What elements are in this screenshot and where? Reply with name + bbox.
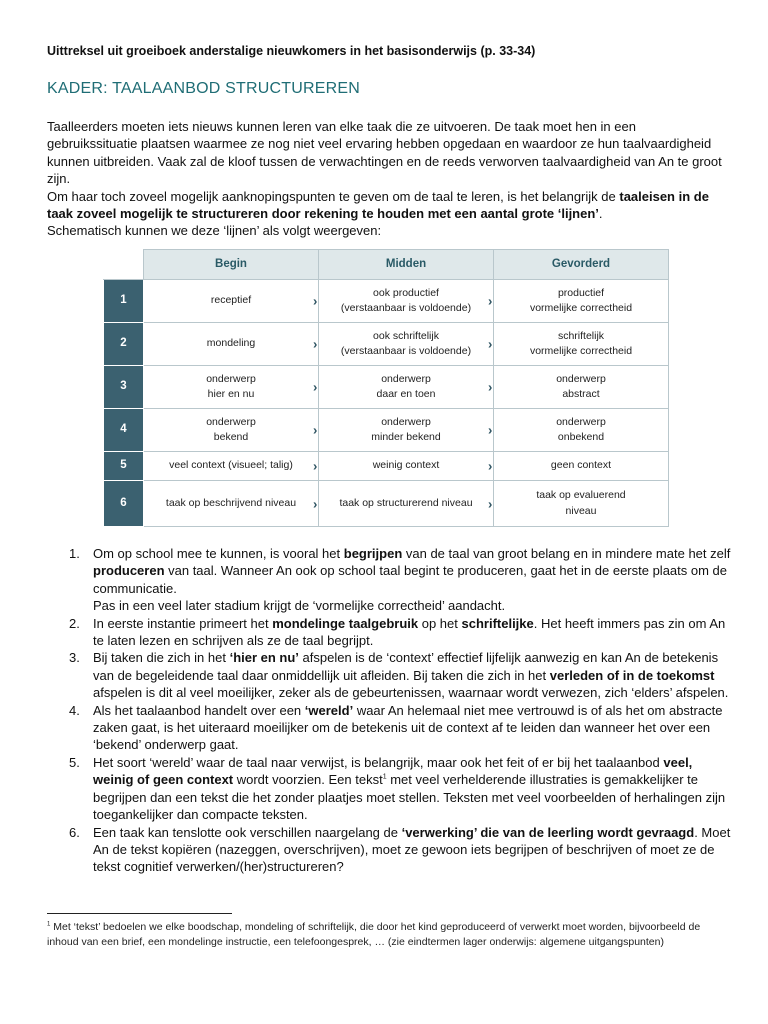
intro-text (47, 118, 727, 240)
cell-gevorderd (488, 323, 669, 366)
list-item (69, 824, 734, 876)
cell-begin (144, 481, 319, 527)
cell-midden (313, 280, 494, 323)
section-title: KADER: TAALAANBOD STRUCTUREREN (47, 80, 361, 97)
chevron-right-icon: › (488, 496, 493, 511)
chevron-right-icon: › (488, 336, 493, 352)
intro-p2-end: . (598, 206, 603, 222)
cell-line: ook productief (373, 286, 439, 299)
cell-line: ook schriftelijk (373, 329, 439, 342)
intro-paragraph-1: Taalleerders moeten iets nieuws kunnen leren van elke taak die ze uitvoeren. De taak moet hen in een gebruikssituatie plaatsen waarmee ze nog niet veel ervaring hebben opgedaan en waardoor ze hun taalvaardigheid kunnen uitbreiden. Vaak zal de kloof tussen de verwachtingen en de reeds verworven taalvaardigheid van An te groot zijn. (47, 119, 722, 187)
intro-paragraph-2 (47, 188, 727, 223)
emphasis-text: mondelinge taalgebruik (272, 615, 419, 631)
row-number: 5 (104, 452, 144, 481)
chevron-right-icon: › (313, 422, 318, 438)
footnote-ref: 1 (382, 773, 387, 781)
footnote-text: Met ‘tekst’ bedoelen we elke boodschap, mondeling of schriftelijk, die door het kind geproduceerd of verwerkt moet worden, bijvoorbeeld de inhoud van een brief, een mondelinge instructie, een telefoongesprek, … (zie eindtermen lager onderwijs: algemene uitgangspunten) (47, 921, 701, 948)
list-number: 4. (69, 702, 80, 718)
body-text: afspelen is dit al veel moeilijker, zeker als de gebeurtenissen, waarnaar wordt verwezen, zich ‘elders’ afspelen. (93, 685, 729, 701)
table-row (104, 280, 669, 323)
cell-line: taak op evaluerend (536, 489, 626, 501)
chevron-right-icon: › (488, 379, 493, 395)
source-reference: Uittreksel uit groeiboek anderstalige nieuwkomers in het basisonderwijs (p. 33-34) (47, 44, 536, 58)
chevron-right-icon: › (313, 293, 318, 309)
list-item (69, 615, 734, 650)
table-header-row (104, 250, 669, 280)
cell-line: taak op structurerend niveau (339, 496, 473, 509)
table-row (104, 452, 669, 481)
body-text: In eerste instantie primeert het (93, 615, 273, 631)
table-row (104, 323, 669, 366)
chevron-right-icon: › (488, 293, 493, 309)
chevron-right-icon: › (313, 496, 318, 511)
cell-midden (313, 323, 494, 366)
row-number: 3 (104, 366, 144, 409)
cell-midden (313, 452, 494, 481)
footnote (47, 920, 727, 949)
body-text: Het soort ‘wereld’ waar de taal naar verwijst, is belangrijk, maar ook het feit of er bij het taalaanbod (93, 754, 664, 770)
cell-line: bekend (213, 431, 249, 443)
list-number: 6. (69, 824, 80, 840)
emphasis-text: veel, weinig of geen context (93, 754, 693, 788)
cell-line: onderwerp (206, 372, 256, 385)
cell-begin (144, 323, 319, 366)
body-text: Een taak kan tenslotte ook verschillen naargelang de (93, 824, 402, 840)
table-row (104, 409, 669, 452)
cell-line: veel context (visueel; talig) (169, 459, 293, 472)
chevron-right-icon: › (313, 379, 318, 395)
emphasis-text: verleden of in de toekomst (549, 667, 715, 683)
cell-line: taak op beschrijvend niveau (165, 496, 297, 509)
list-item (69, 754, 734, 824)
row-number: 2 (104, 323, 144, 366)
body-text: wordt voorzien. Een tekst (233, 772, 383, 788)
cell-line: daar en toen (376, 388, 436, 400)
table-corner (104, 250, 144, 280)
cell-line: onderwerp (381, 415, 431, 428)
row-number: 4 (104, 409, 144, 452)
footnote-mark: 1 (47, 921, 51, 928)
body-text: Bij taken die zich in het (93, 650, 230, 666)
body-text: Pas in een veel later stadium krijgt de ‘vormelijke correctheid’ aandacht. (93, 598, 506, 614)
emphasis-text: ‘hier en nu’ (229, 650, 299, 666)
cell-line: onbekend (557, 431, 605, 443)
list-number: 3. (69, 650, 80, 666)
footnote-divider (47, 913, 232, 914)
cell-line: abstract (562, 388, 600, 400)
cell-begin (144, 452, 319, 481)
list-number: 2. (69, 615, 80, 631)
body-text: waar An helemaal niet mee vertrouwd is of als het om abstracte zaken gaat, is het uiteraard moeilijker om de betekenis uit de context af te leiden dan wanneer het over een ‘bekend’ onderwerp gaat. (93, 702, 723, 753)
table-row (104, 481, 669, 527)
cell-line: geen context (550, 459, 612, 472)
header-begin: Begin (144, 250, 319, 280)
list-number: 5. (69, 754, 80, 770)
numbered-list (69, 545, 734, 876)
cell-line: onderwerp (556, 372, 606, 385)
emphasis-text: ‘verwerking’ die van de leerling wordt gevraagd (401, 824, 695, 840)
row-number: 1 (104, 280, 144, 323)
cell-line: productief (557, 286, 605, 299)
cell-begin (144, 280, 319, 323)
chevron-right-icon: › (313, 458, 318, 474)
emphasis-text: produceren (93, 563, 165, 579)
cell-line: hier en nu (207, 388, 255, 400)
body-text: met veel verhelderende illustraties is gemakkelijker te begrijpen dan een tekst die het zonder plaatjes moet stellen. Teksten met veel voorbeelden of herhalingen zijn toegankelijker dan compacte teksten. (93, 772, 726, 823)
cell-gevorderd (488, 452, 669, 481)
body-text: afspelen is de ‘context’ effectief lijfelijk aanwezig en kan An de betekenis van de begeleidende taal daar onmiddellijk uit afleiden. Bij taken die zich in het (93, 650, 719, 683)
cell-begin (144, 409, 319, 452)
list-item (69, 545, 734, 615)
row-number: 6 (104, 481, 144, 527)
cell-gevorderd (488, 481, 669, 527)
body-text: op het (418, 615, 462, 631)
emphasis-text: ‘wereld’ (304, 702, 354, 718)
cell-midden (313, 409, 494, 452)
body-text: van de taal van groot belang en in mindere mate het zelf (402, 546, 731, 561)
cell-line: minder bekend (371, 431, 441, 443)
body-text: Om op school mee te kunnen, is vooral het (93, 546, 344, 561)
cell-line: weinig context (372, 459, 440, 472)
intro-p2-start: Om haar toch zoveel mogelijk aanknopingspunten te geven om de taal te leren, is het belangrijk de (47, 188, 620, 204)
body-text: van taal. Wanneer An ook op school taal begint te produceren, gaat het in de eerste plaats om de communicatie. (93, 563, 728, 596)
header-midden: Midden (319, 250, 494, 280)
body-text: Als het taalaanbod handelt over een (93, 702, 305, 718)
cell-line: (verstaanbaar is voldoende) (340, 345, 472, 357)
list-number: 1. (69, 546, 80, 561)
cell-midden (313, 481, 494, 527)
cell-line: onderwerp (381, 372, 431, 385)
cell-line: receptief (210, 294, 252, 307)
header-gevorderd: Gevorderd (494, 250, 669, 280)
chevron-right-icon: › (488, 458, 493, 474)
cell-line: mondeling (206, 337, 256, 350)
chevron-right-icon: › (313, 336, 318, 352)
emphasis-text: begrijpen (343, 546, 403, 561)
list-item (69, 702, 734, 754)
cell-line: vormelijke correctheid (529, 345, 633, 357)
emphasis-text: schriftelijke (461, 615, 534, 631)
intro-p2-emphasis: taaleisen in de taak zoveel mogelijk te structureren door rekening te houden met een aantal grote ‘lijnen’ (47, 188, 709, 222)
cell-line: niveau (565, 504, 597, 517)
cell-line: schriftelijk (557, 329, 605, 342)
body-text: . Het heeft immers pas zin om An te laten lezen en schrijven als ze de taal begrijpt. (93, 615, 726, 649)
cell-gevorderd (488, 409, 669, 452)
cell-line: onderwerp (556, 415, 606, 428)
body-text: . Moet An de tekst kopiëren (nazeggen, overschrijven), moet ze gewoon iets begrijpen of beschrijven of moet ze de tekst cognitief verwerken/(her)structureren? (93, 824, 731, 875)
cell-gevorderd (488, 280, 669, 323)
cell-begin (144, 366, 319, 409)
cell-line: (verstaanbaar is voldoende) (340, 302, 472, 314)
intro-paragraph-3: Schematisch kunnen we deze ‘lijnen’ als volgt weergeven: (47, 223, 382, 239)
cell-midden (313, 366, 494, 409)
taalaanbod-table (103, 249, 669, 527)
cell-gevorderd (488, 366, 669, 409)
cell-line: vormelijke correctheid (529, 302, 633, 314)
chevron-right-icon: › (488, 422, 493, 438)
list-item (69, 649, 734, 701)
cell-line: onderwerp (206, 415, 256, 428)
table-row (104, 366, 669, 409)
